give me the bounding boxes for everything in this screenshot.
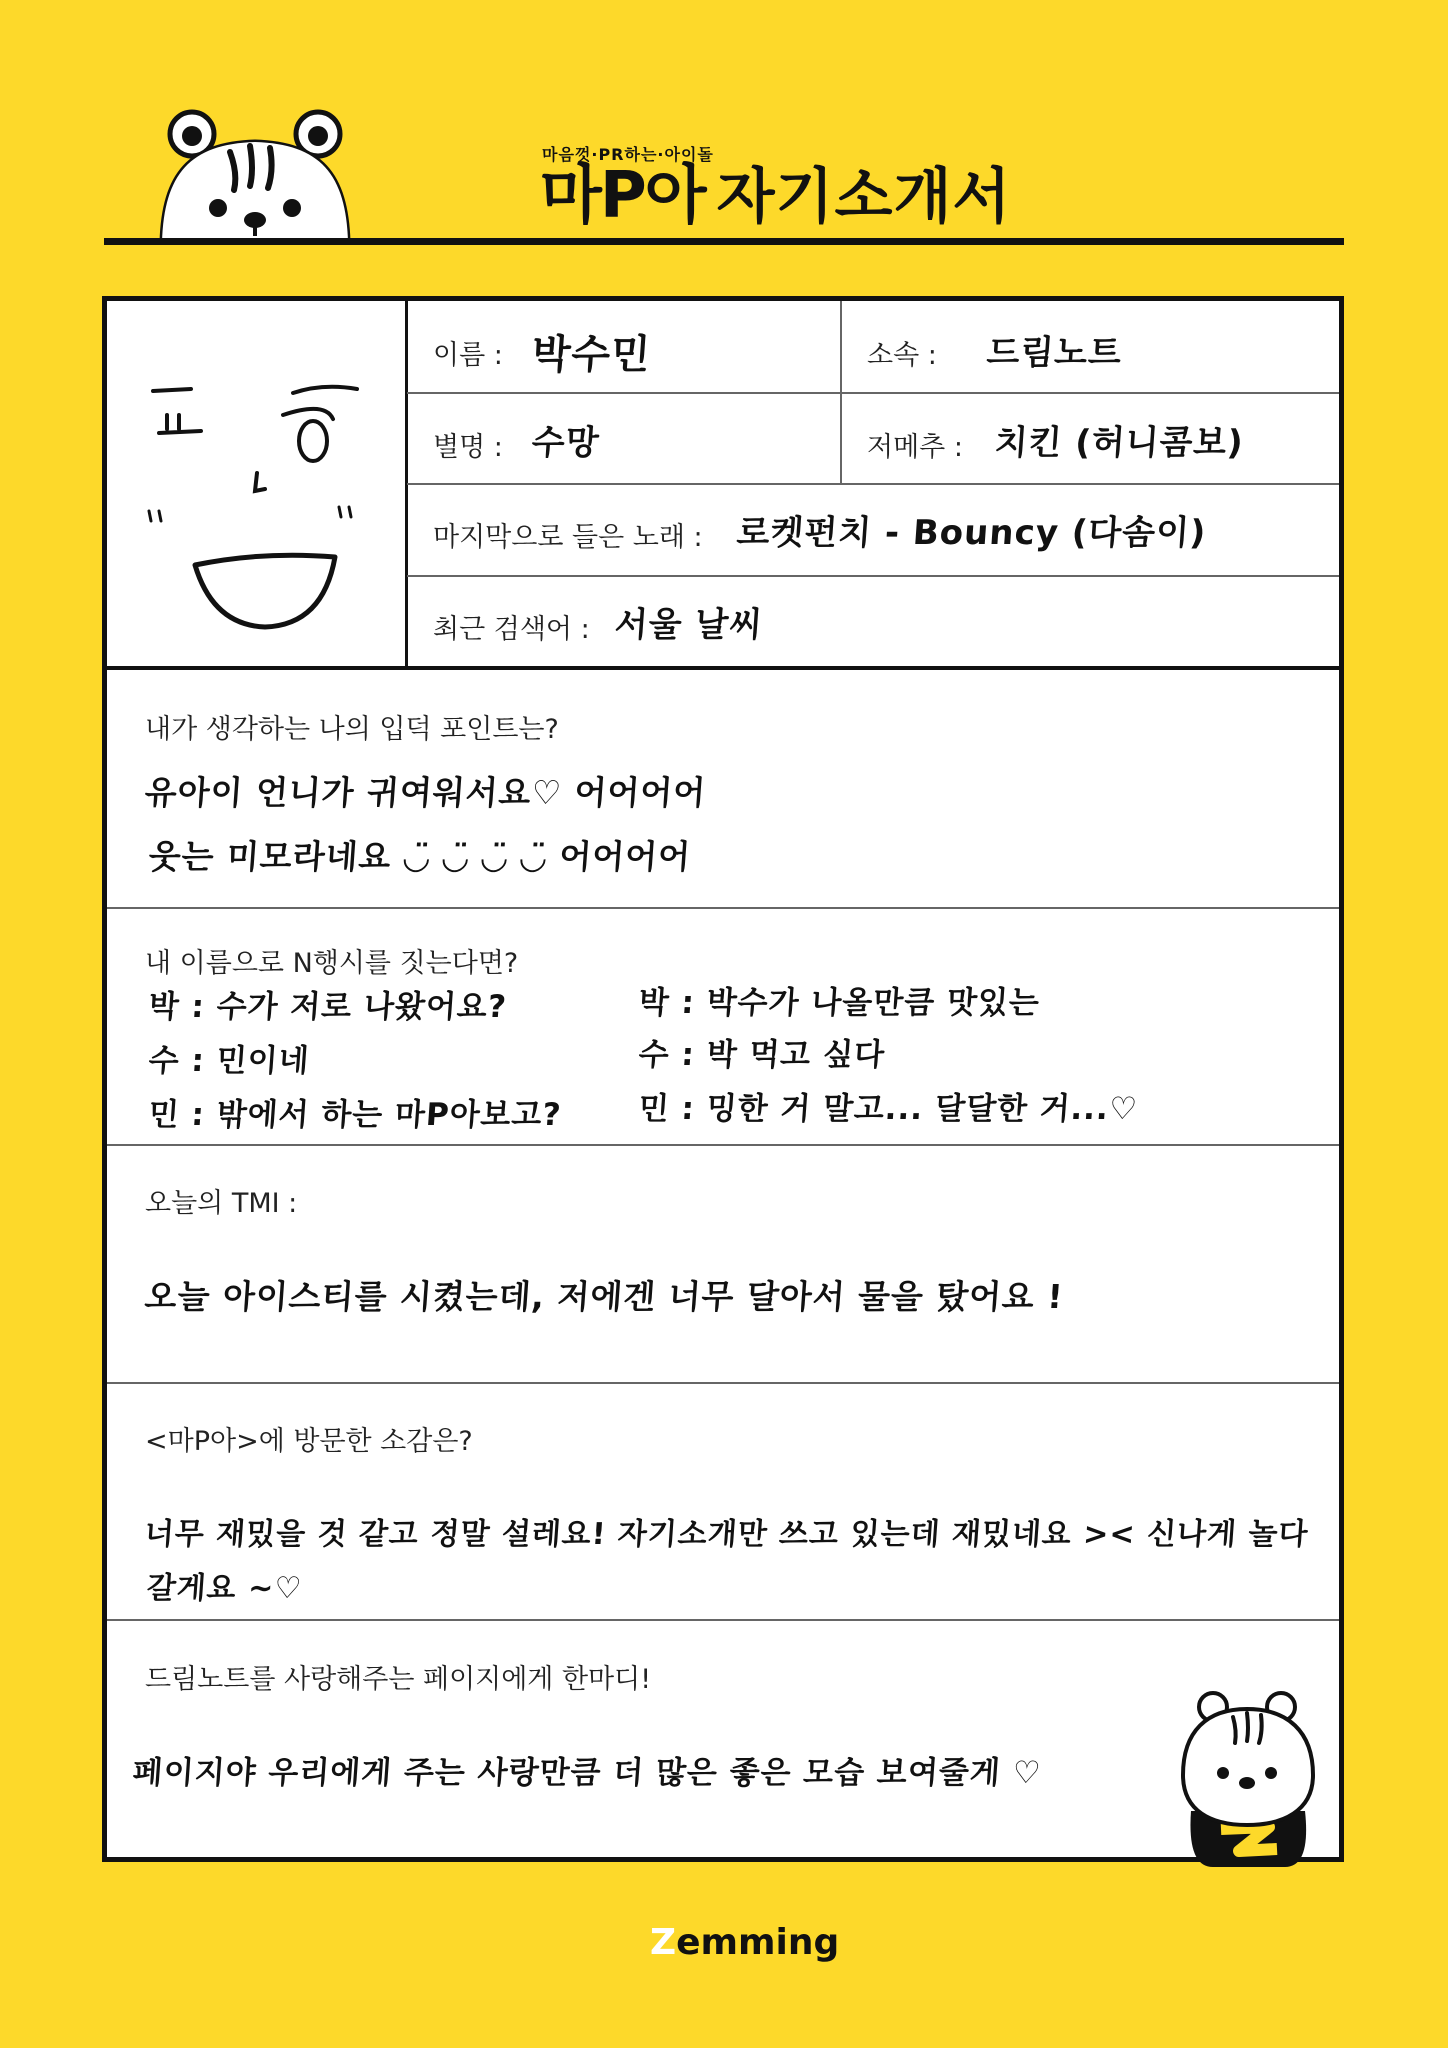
section-divider [107,1144,1339,1146]
fan-answer: 페이지야 우리에게 주는 사랑만큼 더 많은 좋은 모습 보여줄게 ♡ [131,1755,1043,1791]
section-divider [107,1619,1339,1621]
menu-value: 치킨 (허니콤보) [993,423,1246,463]
search-value: 서울 날씨 [613,605,765,645]
point-question: 내가 생각하는 나의 입덕 포인트는? [145,714,559,745]
acrostic-left-line: 수 : 민이네 [147,1043,311,1079]
acrostic-question: 내 이름으로 N행시를 짓는다면? [145,948,519,979]
header-subtitle: 마음껏·PR하는·아이돌 [542,145,714,164]
nickname-value: 수망 [530,423,601,463]
nickname-label: 별명 : [433,432,503,463]
visit-question: <마P아>에 방문한 소감은? [145,1426,473,1457]
acrostic-left-line: 민 : 밖에서 하는 마P아보고? [147,1097,563,1133]
acrostic-right-line: 수 : 박 먹고 싶다 [637,1037,887,1073]
tmi-question: 오늘의 TMI : [145,1188,298,1219]
profile-card [102,296,1344,1862]
visit-answer-line1: 너무 재밌을 것 같고 정말 설레요! 자기소개만 쓰고 있는데 재밌네요 >< 신나게 놀다 [143,1517,1310,1552]
acrostic-left-line: 박 : 수가 저로 나왔어요? [147,989,509,1025]
name-label: 이름 : [433,340,503,371]
mapoa-logo: 마P아 [540,159,705,233]
section-divider [107,1382,1339,1384]
tiger-mascot-icon [1173,1691,1323,1867]
row-divider [407,575,1339,577]
header-divider [104,238,1344,245]
smiley-face-drawing-icon [143,381,383,641]
section-divider [107,907,1339,909]
acrostic-right-line: 민 : 밍한 거 말고... 달달한 거...♡ [637,1091,1140,1127]
point-answer-line1: 유아이 언니가 귀여워서요♡ 어어어어 [143,773,708,812]
fan-question: 드림노트를 사랑해주는 페이지에게 한마디! [145,1664,652,1695]
title-text: 자기소개서 [716,162,1012,232]
search-label: 최근 검색어 : [433,614,590,645]
acrostic-right-line: 박 : 박수가 나올만큼 맛있는 [637,985,1041,1021]
name-value: 박수민 [530,332,653,378]
song-value: 로켓펀치 - Bouncy (다솜이) [735,513,1208,553]
zemming-logo [650,1922,839,1963]
row-divider [407,483,1339,485]
tmi-answer: 오늘 아이스티를 시켰는데, 저에겐 너무 달아서 물을 탔어요 ! [143,1277,1065,1316]
logo-rest: emming [676,1922,840,1963]
agency-value: 드림노트 [985,333,1124,373]
song-label: 마지막으로 들은 노래 : [433,522,703,553]
column-divider [840,301,842,484]
tiger-mascot-icon [150,104,360,242]
row-divider [407,392,1339,394]
point-answer-line2: 웃는 미모라네요 ◡̈ ◡̈ ◡̈ ◡̈ 어어어어 [147,837,693,876]
menu-label: 저메추 : [867,432,963,463]
agency-label: 소속 : [867,340,937,371]
logo-first-letter: Z [650,1922,677,1963]
visit-answer-line2: 갈게요 ~♡ [145,1571,304,1606]
page-title [540,159,1012,233]
section-divider [107,666,1339,670]
